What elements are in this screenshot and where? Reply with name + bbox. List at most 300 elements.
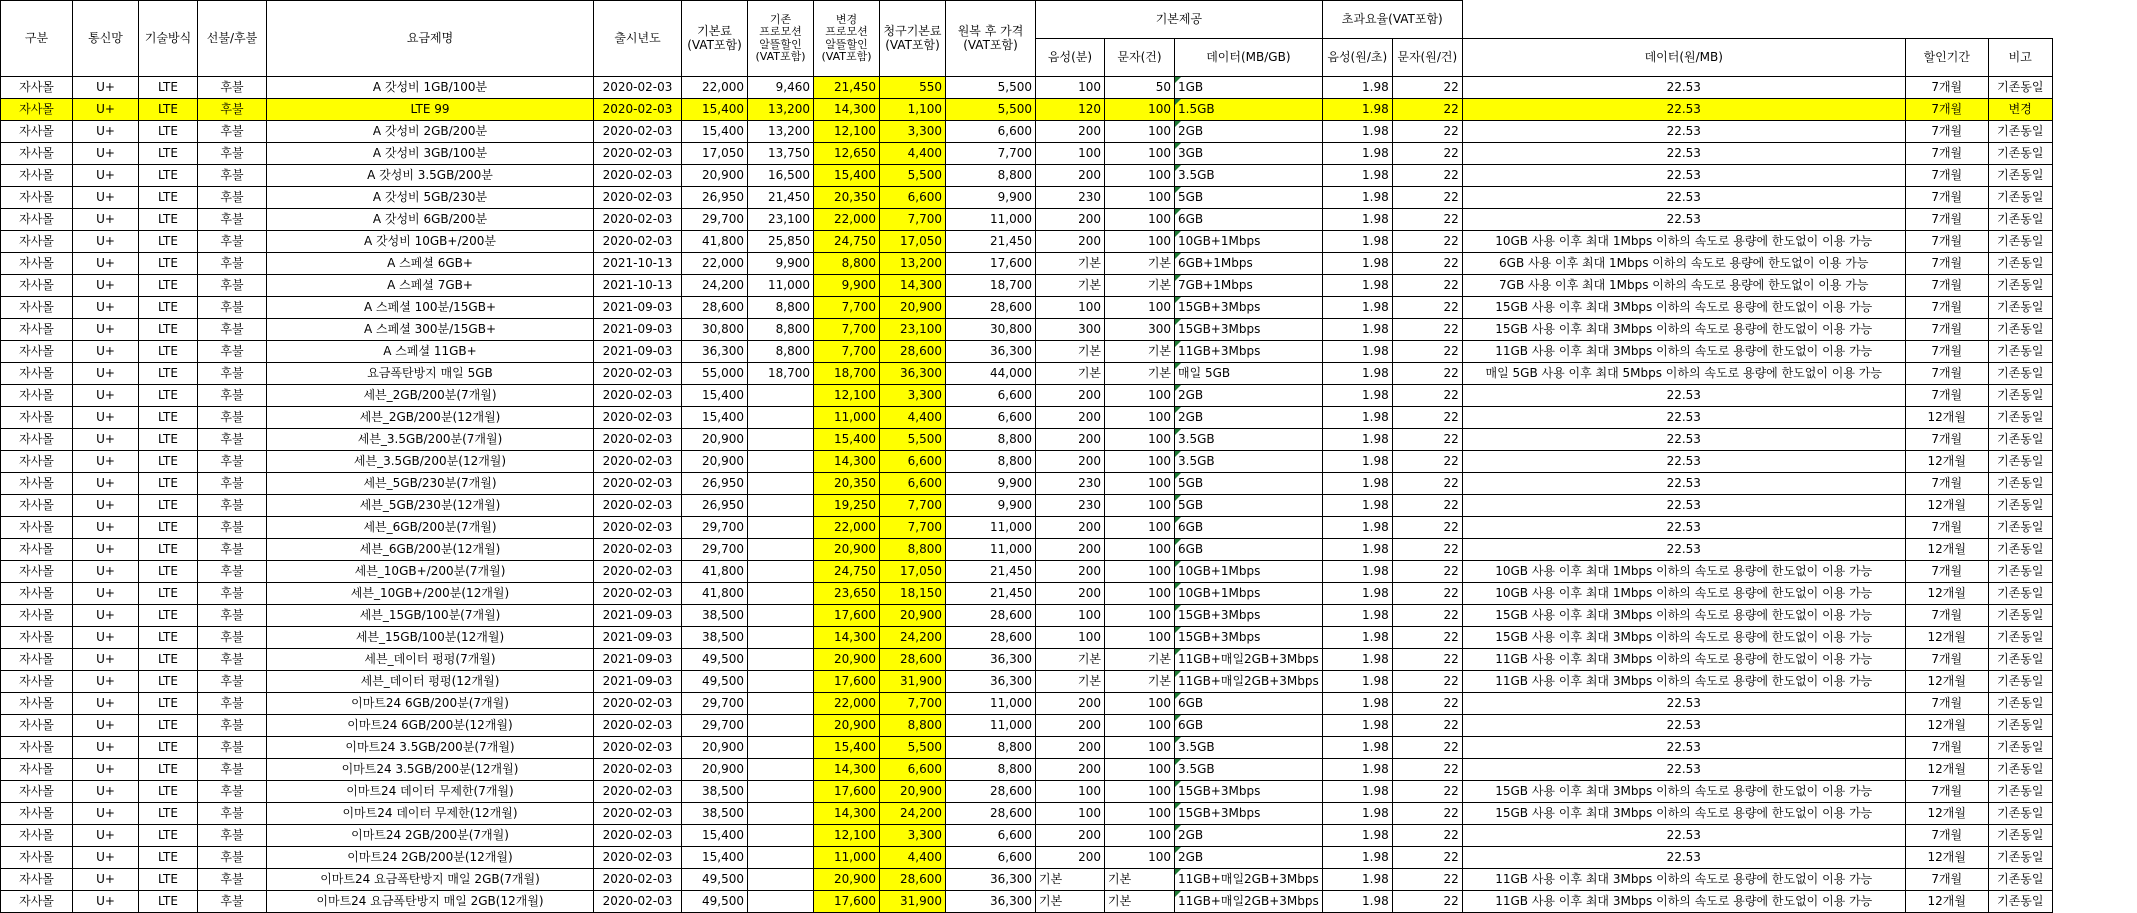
cell-data-rate[interactable]: 22.53: [1462, 473, 1905, 495]
cell-restore-price[interactable]: 28,600: [946, 297, 1036, 319]
cell-payment[interactable]: 후불: [198, 495, 267, 517]
cell-payment[interactable]: 후불: [198, 341, 267, 363]
cell-new-promo[interactable]: 14,300: [814, 451, 880, 473]
cell-prev-promo[interactable]: [748, 429, 814, 451]
cell-payment[interactable]: 후불: [198, 451, 267, 473]
cell-restore-price[interactable]: 6,600: [946, 825, 1036, 847]
cell-base-fee[interactable]: 38,500: [682, 605, 748, 627]
cell-restore-price[interactable]: 21,450: [946, 231, 1036, 253]
cell-restore-price[interactable]: 9,900: [946, 473, 1036, 495]
cell-sms-rate[interactable]: 22: [1392, 319, 1462, 341]
cell-billing-fee[interactable]: 18,150: [880, 583, 946, 605]
cell-billing-fee[interactable]: 28,600: [880, 649, 946, 671]
cell-discount-period[interactable]: 12개월: [1905, 539, 1988, 561]
cell-new-promo[interactable]: 15,400: [814, 429, 880, 451]
cell-release-date[interactable]: 2021-09-03: [594, 671, 682, 693]
cell-release-date[interactable]: 2021-09-03: [594, 649, 682, 671]
cell-base-fee[interactable]: 41,800: [682, 561, 748, 583]
cell-sms[interactable]: 100: [1105, 693, 1175, 715]
cell-base-fee[interactable]: 20,900: [682, 759, 748, 781]
cell-restore-price[interactable]: 6,600: [946, 407, 1036, 429]
cell-plan-name[interactable]: A 스페셜 100분/15GB+: [267, 297, 594, 319]
cell-category[interactable]: 자사몰: [1, 495, 73, 517]
cell-note[interactable]: 기존동일: [1988, 759, 2052, 781]
cell-carrier[interactable]: U+: [73, 165, 139, 187]
cell-plan-name[interactable]: 세븐_데이터 펑펑(7개월): [267, 649, 594, 671]
cell-plan-name[interactable]: 이마트24 6GB/200분(7개월): [267, 693, 594, 715]
cell-payment[interactable]: 후불: [198, 649, 267, 671]
cell-discount-period[interactable]: 7개월: [1905, 429, 1988, 451]
cell-plan-name[interactable]: 이마트24 2GB/200분(7개월): [267, 825, 594, 847]
cell-category[interactable]: 자사몰: [1, 143, 73, 165]
cell-plan-name[interactable]: 세븐_데이터 펑펑(12개월): [267, 671, 594, 693]
cell-category[interactable]: 자사몰: [1, 429, 73, 451]
cell-billing-fee[interactable]: 14,300: [880, 275, 946, 297]
cell-sms-rate[interactable]: 22: [1392, 495, 1462, 517]
col-header-carrier[interactable]: 통신망: [73, 1, 139, 77]
cell-payment[interactable]: 후불: [198, 671, 267, 693]
col-header-restore-price[interactable]: 원복 후 가격 (VAT포함): [946, 1, 1036, 77]
cell-prev-promo[interactable]: [748, 451, 814, 473]
cell-data-rate[interactable]: 15GB 사용 이후 최대 3Mbps 이하의 속도로 용량에 한도없이 이용 가능: [1462, 319, 1905, 341]
cell-billing-fee[interactable]: 20,900: [880, 781, 946, 803]
cell-category[interactable]: 자사몰: [1, 583, 73, 605]
cell-plan-name[interactable]: A 갓성비 1GB/100분: [267, 77, 594, 99]
cell-prev-promo[interactable]: 23,100: [748, 209, 814, 231]
cell-release-date[interactable]: 2020-02-03: [594, 451, 682, 473]
cell-data[interactable]: 2GB: [1175, 121, 1323, 143]
cell-tech[interactable]: LTE: [139, 231, 198, 253]
cell-tech[interactable]: LTE: [139, 583, 198, 605]
cell-release-date[interactable]: 2020-02-03: [594, 495, 682, 517]
cell-voice[interactable]: 200: [1036, 165, 1105, 187]
cell-release-date[interactable]: 2020-02-03: [594, 781, 682, 803]
cell-base-fee[interactable]: 38,500: [682, 781, 748, 803]
cell-data[interactable]: 10GB+1Mbps: [1175, 231, 1323, 253]
cell-release-date[interactable]: 2021-10-13: [594, 275, 682, 297]
cell-category[interactable]: 자사몰: [1, 77, 73, 99]
cell-data-rate[interactable]: 22.53: [1462, 759, 1905, 781]
cell-category[interactable]: 자사몰: [1, 671, 73, 693]
col-header-note[interactable]: 비고: [1988, 39, 2052, 77]
cell-carrier[interactable]: U+: [73, 539, 139, 561]
cell-plan-name[interactable]: 이마트24 데이터 무제한(12개월): [267, 803, 594, 825]
cell-note[interactable]: 기존동일: [1988, 671, 2052, 693]
cell-category[interactable]: 자사몰: [1, 627, 73, 649]
cell-prev-promo[interactable]: [748, 803, 814, 825]
cell-billing-fee[interactable]: 36,300: [880, 363, 946, 385]
cell-base-fee[interactable]: 49,500: [682, 891, 748, 913]
cell-data[interactable]: 2GB: [1175, 825, 1323, 847]
cell-new-promo[interactable]: 15,400: [814, 165, 880, 187]
cell-restore-price[interactable]: 8,800: [946, 429, 1036, 451]
cell-prev-promo[interactable]: [748, 583, 814, 605]
cell-restore-price[interactable]: 11,000: [946, 539, 1036, 561]
cell-voice-rate[interactable]: 1.98: [1322, 759, 1392, 781]
cell-note[interactable]: 기존동일: [1988, 891, 2052, 913]
cell-sms-rate[interactable]: 22: [1392, 231, 1462, 253]
cell-tech[interactable]: LTE: [139, 363, 198, 385]
cell-restore-price[interactable]: 36,300: [946, 341, 1036, 363]
cell-billing-fee[interactable]: 23,100: [880, 319, 946, 341]
cell-sms-rate[interactable]: 22: [1392, 99, 1462, 121]
cell-tech[interactable]: LTE: [139, 693, 198, 715]
cell-category[interactable]: 자사몰: [1, 231, 73, 253]
cell-prev-promo[interactable]: 8,800: [748, 297, 814, 319]
cell-carrier[interactable]: U+: [73, 385, 139, 407]
cell-data[interactable]: 15GB+3Mbps: [1175, 605, 1323, 627]
table-row[interactable]: [1, 891, 2053, 913]
cell-base-fee[interactable]: 55,000: [682, 363, 748, 385]
cell-prev-promo[interactable]: [748, 627, 814, 649]
cell-voice[interactable]: 기본: [1036, 671, 1105, 693]
cell-release-date[interactable]: 2020-02-03: [594, 825, 682, 847]
cell-carrier[interactable]: U+: [73, 781, 139, 803]
cell-carrier[interactable]: U+: [73, 451, 139, 473]
cell-data-rate[interactable]: 15GB 사용 이후 최대 3Mbps 이하의 속도로 용량에 한도없이 이용 가능: [1462, 627, 1905, 649]
cell-tech[interactable]: LTE: [139, 473, 198, 495]
cell-sms-rate[interactable]: 22: [1392, 429, 1462, 451]
cell-release-date[interactable]: 2020-02-03: [594, 143, 682, 165]
cell-billing-fee[interactable]: 3,300: [880, 825, 946, 847]
cell-release-date[interactable]: 2020-02-03: [594, 473, 682, 495]
table-row[interactable]: [1, 385, 2053, 407]
table-row[interactable]: [1, 671, 2053, 693]
cell-category[interactable]: 자사몰: [1, 517, 73, 539]
cell-data-rate[interactable]: 15GB 사용 이후 최대 3Mbps 이하의 속도로 용량에 한도없이 이용 가능: [1462, 297, 1905, 319]
cell-voice[interactable]: 230: [1036, 473, 1105, 495]
cell-payment[interactable]: 후불: [198, 891, 267, 913]
cell-carrier[interactable]: U+: [73, 671, 139, 693]
cell-data[interactable]: 3.5GB: [1175, 737, 1323, 759]
cell-payment[interactable]: 후불: [198, 231, 267, 253]
cell-tech[interactable]: LTE: [139, 319, 198, 341]
cell-voice-rate[interactable]: 1.98: [1322, 121, 1392, 143]
cell-voice[interactable]: 100: [1036, 627, 1105, 649]
cell-discount-period[interactable]: 12개월: [1905, 495, 1988, 517]
cell-category[interactable]: 자사몰: [1, 803, 73, 825]
col-group-basic-provision[interactable]: 기본제공: [1036, 1, 1323, 39]
cell-billing-fee[interactable]: 28,600: [880, 869, 946, 891]
cell-sms[interactable]: 50: [1105, 77, 1175, 99]
cell-discount-period[interactable]: 7개월: [1905, 77, 1988, 99]
cell-plan-name[interactable]: 이마트24 요금폭탄방지 매일 2GB(12개월): [267, 891, 594, 913]
cell-prev-promo[interactable]: [748, 891, 814, 913]
cell-voice-rate[interactable]: 1.98: [1322, 253, 1392, 275]
cell-note[interactable]: 기존동일: [1988, 605, 2052, 627]
cell-voice[interactable]: 200: [1036, 561, 1105, 583]
cell-tech[interactable]: LTE: [139, 99, 198, 121]
cell-release-date[interactable]: 2020-02-03: [594, 693, 682, 715]
col-header-voice-rate[interactable]: 음성(원/초): [1322, 39, 1392, 77]
cell-category[interactable]: 자사몰: [1, 891, 73, 913]
cell-plan-name[interactable]: 세븐_5GB/230분(7개월): [267, 473, 594, 495]
cell-billing-fee[interactable]: 20,900: [880, 297, 946, 319]
cell-billing-fee[interactable]: 28,600: [880, 341, 946, 363]
cell-data-rate[interactable]: 22.53: [1462, 187, 1905, 209]
cell-restore-price[interactable]: 21,450: [946, 561, 1036, 583]
cell-payment[interactable]: 후불: [198, 781, 267, 803]
cell-plan-name[interactable]: 세븐_6GB/200분(12개월): [267, 539, 594, 561]
cell-sms[interactable]: 100: [1105, 627, 1175, 649]
cell-prev-promo[interactable]: 13,200: [748, 121, 814, 143]
table-row[interactable]: [1, 143, 2053, 165]
cell-voice-rate[interactable]: 1.98: [1322, 561, 1392, 583]
cell-voice-rate[interactable]: 1.98: [1322, 451, 1392, 473]
cell-release-date[interactable]: 2020-02-03: [594, 539, 682, 561]
cell-category[interactable]: 자사몰: [1, 297, 73, 319]
cell-voice-rate[interactable]: 1.98: [1322, 187, 1392, 209]
cell-sms[interactable]: 기본: [1105, 341, 1175, 363]
table-row[interactable]: [1, 473, 2053, 495]
cell-sms[interactable]: 100: [1105, 715, 1175, 737]
cell-carrier[interactable]: U+: [73, 627, 139, 649]
cell-release-date[interactable]: 2020-02-03: [594, 231, 682, 253]
cell-sms[interactable]: 100: [1105, 847, 1175, 869]
cell-discount-period[interactable]: 7개월: [1905, 517, 1988, 539]
cell-voice[interactable]: 200: [1036, 231, 1105, 253]
cell-data-rate[interactable]: 22.53: [1462, 429, 1905, 451]
cell-restore-price[interactable]: 44,000: [946, 363, 1036, 385]
cell-voice[interactable]: 200: [1036, 825, 1105, 847]
cell-sms[interactable]: 100: [1105, 121, 1175, 143]
cell-new-promo[interactable]: 12,100: [814, 825, 880, 847]
cell-note[interactable]: 기존동일: [1988, 781, 2052, 803]
cell-new-promo[interactable]: 19,250: [814, 495, 880, 517]
cell-carrier[interactable]: U+: [73, 429, 139, 451]
cell-plan-name[interactable]: 세븐_2GB/200분(12개월): [267, 407, 594, 429]
cell-note[interactable]: 기존동일: [1988, 561, 2052, 583]
cell-tech[interactable]: LTE: [139, 891, 198, 913]
cell-data[interactable]: 11GB+매일2GB+3Mbps: [1175, 891, 1323, 913]
cell-restore-price[interactable]: 28,600: [946, 803, 1036, 825]
cell-sms[interactable]: 100: [1105, 451, 1175, 473]
cell-note[interactable]: 기존동일: [1988, 121, 2052, 143]
cell-carrier[interactable]: U+: [73, 495, 139, 517]
cell-note[interactable]: 기존동일: [1988, 715, 2052, 737]
cell-base-fee[interactable]: 15,400: [682, 99, 748, 121]
cell-billing-fee[interactable]: 17,050: [880, 561, 946, 583]
cell-base-fee[interactable]: 29,700: [682, 715, 748, 737]
cell-sms[interactable]: 100: [1105, 517, 1175, 539]
cell-category[interactable]: 자사몰: [1, 99, 73, 121]
cell-note[interactable]: 기존동일: [1988, 517, 2052, 539]
cell-tech[interactable]: LTE: [139, 341, 198, 363]
cell-release-date[interactable]: 2021-10-13: [594, 253, 682, 275]
cell-plan-name[interactable]: 세븐_15GB/100분(12개월): [267, 627, 594, 649]
cell-release-date[interactable]: 2021-09-03: [594, 605, 682, 627]
cell-sms[interactable]: 100: [1105, 165, 1175, 187]
cell-prev-promo[interactable]: [748, 781, 814, 803]
cell-prev-promo[interactable]: [748, 605, 814, 627]
cell-carrier[interactable]: U+: [73, 825, 139, 847]
cell-plan-name[interactable]: 세븐_3.5GB/200분(12개월): [267, 451, 594, 473]
cell-voice[interactable]: 100: [1036, 77, 1105, 99]
cell-sms-rate[interactable]: 22: [1392, 385, 1462, 407]
cell-tech[interactable]: LTE: [139, 121, 198, 143]
cell-release-date[interactable]: 2020-02-03: [594, 209, 682, 231]
cell-sms[interactable]: 100: [1105, 825, 1175, 847]
cell-data[interactable]: 6GB: [1175, 539, 1323, 561]
cell-prev-promo[interactable]: [748, 561, 814, 583]
cell-plan-name[interactable]: A 갓성비 5GB/230분: [267, 187, 594, 209]
cell-plan-name[interactable]: 세븐_10GB+/200분(12개월): [267, 583, 594, 605]
cell-data-rate[interactable]: 15GB 사용 이후 최대 3Mbps 이하의 속도로 용량에 한도없이 이용 가능: [1462, 803, 1905, 825]
cell-voice[interactable]: 200: [1036, 121, 1105, 143]
cell-carrier[interactable]: U+: [73, 561, 139, 583]
cell-note[interactable]: 기존동일: [1988, 473, 2052, 495]
cell-sms-rate[interactable]: 22: [1392, 341, 1462, 363]
cell-sms-rate[interactable]: 22: [1392, 187, 1462, 209]
cell-billing-fee[interactable]: 7,700: [880, 495, 946, 517]
cell-data[interactable]: 3GB: [1175, 143, 1323, 165]
col-header-plan-name[interactable]: 요금제명: [267, 1, 594, 77]
cell-prev-promo[interactable]: [748, 715, 814, 737]
cell-voice-rate[interactable]: 1.98: [1322, 825, 1392, 847]
cell-data-rate[interactable]: 11GB 사용 이후 최대 3Mbps 이하의 속도로 용량에 한도없이 이용 가능: [1462, 649, 1905, 671]
cell-restore-price[interactable]: 36,300: [946, 891, 1036, 913]
cell-voice[interactable]: 200: [1036, 759, 1105, 781]
cell-prev-promo[interactable]: [748, 385, 814, 407]
cell-new-promo[interactable]: 21,450: [814, 77, 880, 99]
cell-new-promo[interactable]: 22,000: [814, 693, 880, 715]
cell-base-fee[interactable]: 22,000: [682, 77, 748, 99]
cell-note[interactable]: 기존동일: [1988, 209, 2052, 231]
cell-discount-period[interactable]: 7개월: [1905, 781, 1988, 803]
cell-carrier[interactable]: U+: [73, 275, 139, 297]
cell-data[interactable]: 1GB: [1175, 77, 1323, 99]
cell-plan-name[interactable]: 세븐_3.5GB/200분(7개월): [267, 429, 594, 451]
col-header-category[interactable]: 구분: [1, 1, 73, 77]
cell-data-rate[interactable]: 22.53: [1462, 825, 1905, 847]
cell-sms[interactable]: 100: [1105, 583, 1175, 605]
cell-new-promo[interactable]: 7,700: [814, 297, 880, 319]
cell-voice-rate[interactable]: 1.98: [1322, 319, 1392, 341]
cell-payment[interactable]: 후불: [198, 209, 267, 231]
cell-voice-rate[interactable]: 1.98: [1322, 605, 1392, 627]
cell-plan-name[interactable]: 이마트24 요금폭탄방지 매일 2GB(7개월): [267, 869, 594, 891]
cell-category[interactable]: 자사몰: [1, 209, 73, 231]
cell-release-date[interactable]: 2020-02-03: [594, 429, 682, 451]
table-row[interactable]: [1, 99, 2053, 121]
cell-note[interactable]: 기존동일: [1988, 297, 2052, 319]
cell-category[interactable]: 자사몰: [1, 693, 73, 715]
cell-payment[interactable]: 후불: [198, 847, 267, 869]
cell-plan-name[interactable]: 이마트24 2GB/200분(12개월): [267, 847, 594, 869]
cell-carrier[interactable]: U+: [73, 759, 139, 781]
cell-voice-rate[interactable]: 1.98: [1322, 649, 1392, 671]
cell-sms-rate[interactable]: 22: [1392, 539, 1462, 561]
cell-release-date[interactable]: 2020-02-03: [594, 847, 682, 869]
table-row[interactable]: [1, 451, 2053, 473]
cell-payment[interactable]: 후불: [198, 605, 267, 627]
cell-base-fee[interactable]: 29,700: [682, 209, 748, 231]
cell-note[interactable]: 기존동일: [1988, 407, 2052, 429]
cell-voice[interactable]: 120: [1036, 99, 1105, 121]
table-row[interactable]: [1, 825, 2053, 847]
cell-note[interactable]: 기존동일: [1988, 385, 2052, 407]
cell-tech[interactable]: LTE: [139, 143, 198, 165]
cell-restore-price[interactable]: 5,500: [946, 99, 1036, 121]
cell-sms[interactable]: 100: [1105, 759, 1175, 781]
cell-note[interactable]: 기존동일: [1988, 319, 2052, 341]
cell-discount-period[interactable]: 7개월: [1905, 605, 1988, 627]
table-row[interactable]: [1, 605, 2053, 627]
cell-sms-rate[interactable]: 22: [1392, 165, 1462, 187]
cell-data-rate[interactable]: 22.53: [1462, 385, 1905, 407]
table-row[interactable]: [1, 627, 2053, 649]
cell-billing-fee[interactable]: 4,400: [880, 847, 946, 869]
cell-data-rate[interactable]: 22.53: [1462, 539, 1905, 561]
cell-sms-rate[interactable]: 22: [1392, 869, 1462, 891]
cell-data-rate[interactable]: 22.53: [1462, 495, 1905, 517]
cell-sms-rate[interactable]: 22: [1392, 451, 1462, 473]
cell-payment[interactable]: 후불: [198, 517, 267, 539]
cell-carrier[interactable]: U+: [73, 693, 139, 715]
cell-prev-promo[interactable]: 21,450: [748, 187, 814, 209]
cell-plan-name[interactable]: 세븐_6GB/200분(7개월): [267, 517, 594, 539]
cell-voice[interactable]: 200: [1036, 517, 1105, 539]
cell-discount-period[interactable]: 7개월: [1905, 253, 1988, 275]
cell-sms-rate[interactable]: 22: [1392, 759, 1462, 781]
cell-voice-rate[interactable]: 1.98: [1322, 495, 1392, 517]
cell-category[interactable]: 자사몰: [1, 275, 73, 297]
cell-payment[interactable]: 후불: [198, 429, 267, 451]
cell-base-fee[interactable]: 41,800: [682, 231, 748, 253]
cell-base-fee[interactable]: 22,000: [682, 253, 748, 275]
cell-sms[interactable]: 100: [1105, 143, 1175, 165]
cell-prev-promo[interactable]: [748, 649, 814, 671]
cell-new-promo[interactable]: 22,000: [814, 517, 880, 539]
cell-data-rate[interactable]: 22.53: [1462, 121, 1905, 143]
cell-release-date[interactable]: 2020-02-03: [594, 759, 682, 781]
cell-prev-promo[interactable]: [748, 847, 814, 869]
cell-payment[interactable]: 후불: [198, 297, 267, 319]
cell-billing-fee[interactable]: 31,900: [880, 891, 946, 913]
cell-release-date[interactable]: 2020-02-03: [594, 165, 682, 187]
cell-base-fee[interactable]: 15,400: [682, 385, 748, 407]
cell-sms-rate[interactable]: 22: [1392, 143, 1462, 165]
cell-base-fee[interactable]: 49,500: [682, 869, 748, 891]
cell-carrier[interactable]: U+: [73, 407, 139, 429]
cell-category[interactable]: 자사몰: [1, 363, 73, 385]
cell-category[interactable]: 자사몰: [1, 869, 73, 891]
cell-sms-rate[interactable]: 22: [1392, 671, 1462, 693]
table-row[interactable]: [1, 363, 2053, 385]
cell-voice-rate[interactable]: 1.98: [1322, 891, 1392, 913]
cell-tech[interactable]: LTE: [139, 627, 198, 649]
cell-data[interactable]: 3.5GB: [1175, 759, 1323, 781]
cell-plan-name[interactable]: 세븐_10GB+/200분(7개월): [267, 561, 594, 583]
cell-payment[interactable]: 후불: [198, 275, 267, 297]
cell-sms[interactable]: 100: [1105, 385, 1175, 407]
cell-prev-promo[interactable]: [748, 671, 814, 693]
cell-discount-period[interactable]: 7개월: [1905, 363, 1988, 385]
cell-data[interactable]: 7GB+1Mbps: [1175, 275, 1323, 297]
cell-tech[interactable]: LTE: [139, 429, 198, 451]
cell-carrier[interactable]: U+: [73, 99, 139, 121]
cell-discount-period[interactable]: 7개월: [1905, 297, 1988, 319]
cell-sms-rate[interactable]: 22: [1392, 627, 1462, 649]
cell-base-fee[interactable]: 28,600: [682, 297, 748, 319]
cell-tech[interactable]: LTE: [139, 781, 198, 803]
cell-prev-promo[interactable]: [748, 693, 814, 715]
cell-discount-period[interactable]: 7개월: [1905, 737, 1988, 759]
cell-sms[interactable]: 기본: [1105, 671, 1175, 693]
cell-data[interactable]: 2GB: [1175, 847, 1323, 869]
cell-restore-price[interactable]: 36,300: [946, 649, 1036, 671]
cell-discount-period[interactable]: 7개월: [1905, 869, 1988, 891]
